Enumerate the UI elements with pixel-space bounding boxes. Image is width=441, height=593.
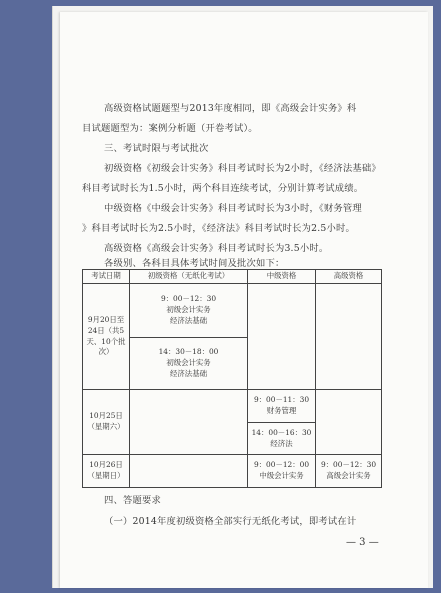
senior-empty-1 [316,284,382,390]
paragraph-answer-1: （一）2014年度初级资格全部实行无纸化考试，即考试在计 [104,516,357,527]
mid-session-2: 14：00－16：30 经济法 [248,423,316,455]
paragraph-7: 高级资格《高级会计实务》科目考试时长为3.5小时。 [104,243,329,254]
table-header-row [83,270,382,284]
paragraph-6: 》科目考试时长为2.5小时，《经济法》科目考试时长为2.5小时。 [82,223,356,234]
page-number: — 3 — [346,537,379,548]
section-heading-4: 四、答题要求 [104,495,161,506]
paragraph-2: 目试题题型为：案例分析题（开卷考试）。 [82,123,258,134]
junior-empty-2 [130,390,248,455]
exam-schedule-table [82,269,382,488]
senior-empty-2 [316,390,382,455]
intermediate-empty-1 [248,284,316,390]
table-row [83,284,382,338]
date-cell-1: 9月20日至 24日（共5 天、10个批 次） [83,284,130,390]
paragraph-3: 初级资格《初级会计实务》科目考试时长为2小时，《经济法基础》 [104,163,381,174]
date-cell-2: 10月25日 （星期六） [83,390,130,455]
paragraph-5: 中级资格《中级会计实务》科目考试时长为3小时，《财务管理 [104,203,362,214]
table-row [83,390,382,423]
header-senior: 高级资格 [316,270,382,284]
table-row [83,455,382,488]
paragraph-1: 高级资格试题题型与2013年度相同，即《高级会计实务》科 [104,103,357,114]
junior-session-1: 9：00－12：30 初级会计实务 经济法基础 [130,284,248,338]
mid-session-1: 9：00－11：30 财务管理 [248,390,316,423]
header-junior: 初级资格（无纸化考试） [130,270,248,284]
document-page [60,12,428,588]
senior-session: 9：00－12：30 高级会计实务 [316,455,382,488]
date-cell-3: 10月26日 （星期日） [83,455,130,488]
header-intermediate: 中级资格 [248,270,316,284]
header-exam-date: 考试日期 [83,270,130,284]
mid-session-3: 9：00－12：00 中级会计实务 [248,455,316,488]
junior-empty-3 [130,455,248,488]
section-heading-3: 三、考试时限与考试批次 [104,143,209,154]
table-caption: 各级别、各科目具体考试时间及批次如下： [104,258,285,269]
junior-session-2: 14：30－18：00 初级会计实务 经济法基础 [130,338,248,390]
paragraph-4: 科目考试时长为1.5小时，两个科目连续考试，分别计算考试成绩。 [82,183,364,194]
